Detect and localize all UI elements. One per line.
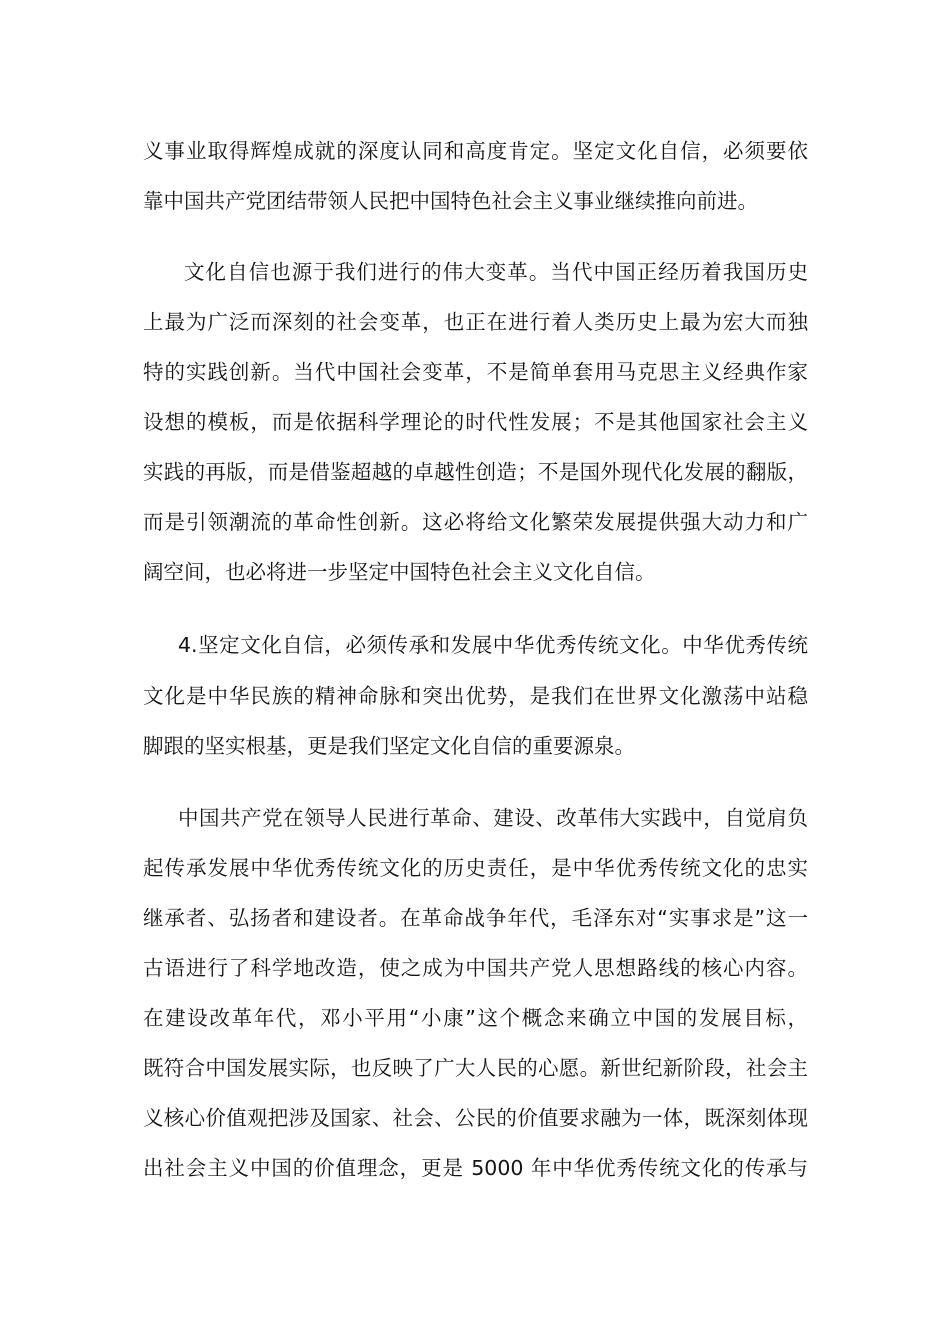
paragraph-4-line-4: 古语进行了科学地改造，使之成为中国共产党人思想路线的核心内容。 [143,956,808,980]
paragraph-1-line-2: 靠中国共产党团结带领人民把中国特色社会主义事业继续推向前进。 [143,189,758,213]
paragraph-2-line-7: 阔空间，也必将进一步坚定中国特色社会主义文化自信。 [143,560,656,584]
paragraph-4-line-6: 既符合中国发展实际，也反映了广大人民的心愿。新世纪新阶段，社会主 [143,1056,808,1080]
paragraph-4-line-1: 中国共产党在领导人民进行革命、建设、改革伟大实践中，自觉肩负 [178,806,808,830]
paragraph-2-line-4: 设想的模板，而是依据科学理论的时代性发展；不是其他国家社会主义 [143,410,808,434]
paragraph-4-line-8: 出社会主义中国的价值理念，更是 5000 年中华优秀传统文化的传承与 [143,1156,808,1180]
paragraph-3-line-3: 脚跟的坚实根基，更是我们坚定文化自信的重要源泉。 [143,734,635,758]
paragraph-4-line-5: 在建设改革年代，邓小平用“小康”这个概念来确立中国的发展目标， [143,1006,808,1030]
paragraph-2-line-3: 特的实践创新。当代中国社会变革，不是简单套用马克思主义经典作家 [143,360,808,384]
paragraph-2-line-6: 而是引领潮流的革命性创新。这必将给文化繁荣发展提供强大动力和广 [143,510,808,534]
paragraph-2-line-2: 上最为广泛而深刻的社会变革，也正在进行着人类历史上最为宏大而独 [143,310,808,334]
paragraph-3-line-1: 4.坚定文化自信，必须传承和发展中华优秀传统文化。中华优秀传统 [178,633,808,657]
paragraph-1-line-1: 义事业取得辉煌成就的深度认同和高度肯定。坚定文化自信，必须要依 [143,139,808,163]
paragraph-2-line-1: 文化自信也源于我们进行的伟大变革。当代中国正经历着我国历史 [184,260,808,284]
paragraph-4-line-3: 继承者、弘扬者和建设者。在革命战争年代，毛泽东对“实事求是”这一 [143,906,808,930]
paragraph-2-line-5: 实践的再版，而是借鉴超越的卓越性创造；不是国外现代化发展的翻版， [143,460,808,484]
paragraph-4-line-7: 义核心价值观把涉及国家、社会、公民的价值要求融为一体，既深刻体现 [143,1106,808,1130]
paragraph-4-line-2: 起传承发展中华优秀传统文化的历史责任，是中华优秀传统文化的忠实 [143,856,808,880]
paragraph-3-line-2: 文化是中华民族的精神命脉和突出优势，是我们在世界文化激荡中站稳 [143,684,808,708]
